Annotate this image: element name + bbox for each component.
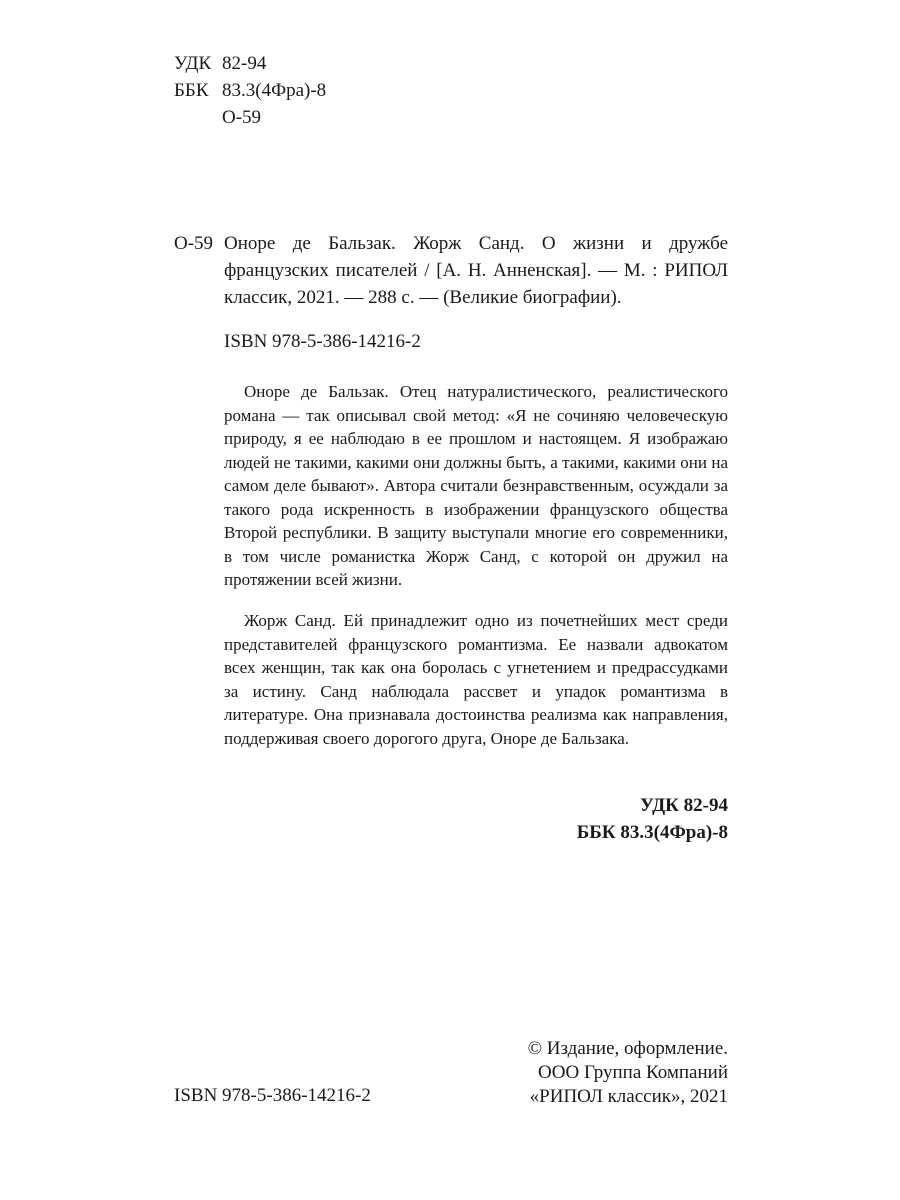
author-mark-row [174,104,326,131]
udk-value: 82-94 [222,53,267,74]
copyright-line-1: © Издание, оформление. [527,1038,728,1059]
copyright-block [528,1037,728,1109]
bbk-label: ББК [174,80,209,101]
author-mark: О-59 [222,107,262,128]
bbk-bold: ББК 83.3(4Фра)-8 [576,822,728,843]
bbk-row [174,77,326,104]
udk-bold: УДК 82-94 [640,795,728,816]
copyright-line-3: «РИПОЛ классик», 2021 [529,1086,728,1107]
isbn-bottom: ISBN 978-5-386-14216-2 [174,1085,371,1106]
bibliographic-entry [174,230,728,311]
author-mark-spacer [174,104,222,131]
header-codes [174,50,326,131]
bibliographic-mark: О-59 [174,233,214,254]
bibliographic-text: Оноре де Бальзак. Жорж Санд. О жизни и дружбе французских писателей / [А. Н. Анненская]. — М. : РИПОЛ классик, 2021. — 288 с. — (Великие биографии). [224,233,728,308]
udk-row [174,50,326,77]
annotation-paragraph-1: Оноре де Бальзак. Отец натуралистического, реалистического романа — так описывал свой метод: «Я не сочиняю человеческую природу, я ее наблюдаю в ее прошлом и настоящем. Я изображаю людей не такими, какими они должны быть, а такими, какими они на самом деле бывают». Автора считали безнравственным, осуждали за такого рода искренность в изображении французского общества Второй республики. В защиту выступали многие его современники, в том числе романистка Жорж Санд, с которой он дружил на протяжении всей жизни. [224,382,728,589]
udk-label: УДК [174,53,212,74]
copyright-line-2: ООО Группа Компаний [538,1062,728,1083]
classification-codes [577,792,728,846]
bbk-value: 83.3(4Фра)-8 [222,80,327,101]
annotation-paragraph-2: Жорж Санд. Ей принадлежит одно из почетнейших мест среди представителей французского романтизма. Ее назвали адвокатом всех женщин, так как она боролась с угнетением и предрассудками за истину. Санд наблюдала рассвет и упадок романтизма в литературе. Она признавала достоинства реализма как направления, поддерживая своего дорогого друга, Оноре де Бальзака. [224,611,728,748]
isbn-main: ISBN 978-5-386-14216-2 [224,331,421,352]
